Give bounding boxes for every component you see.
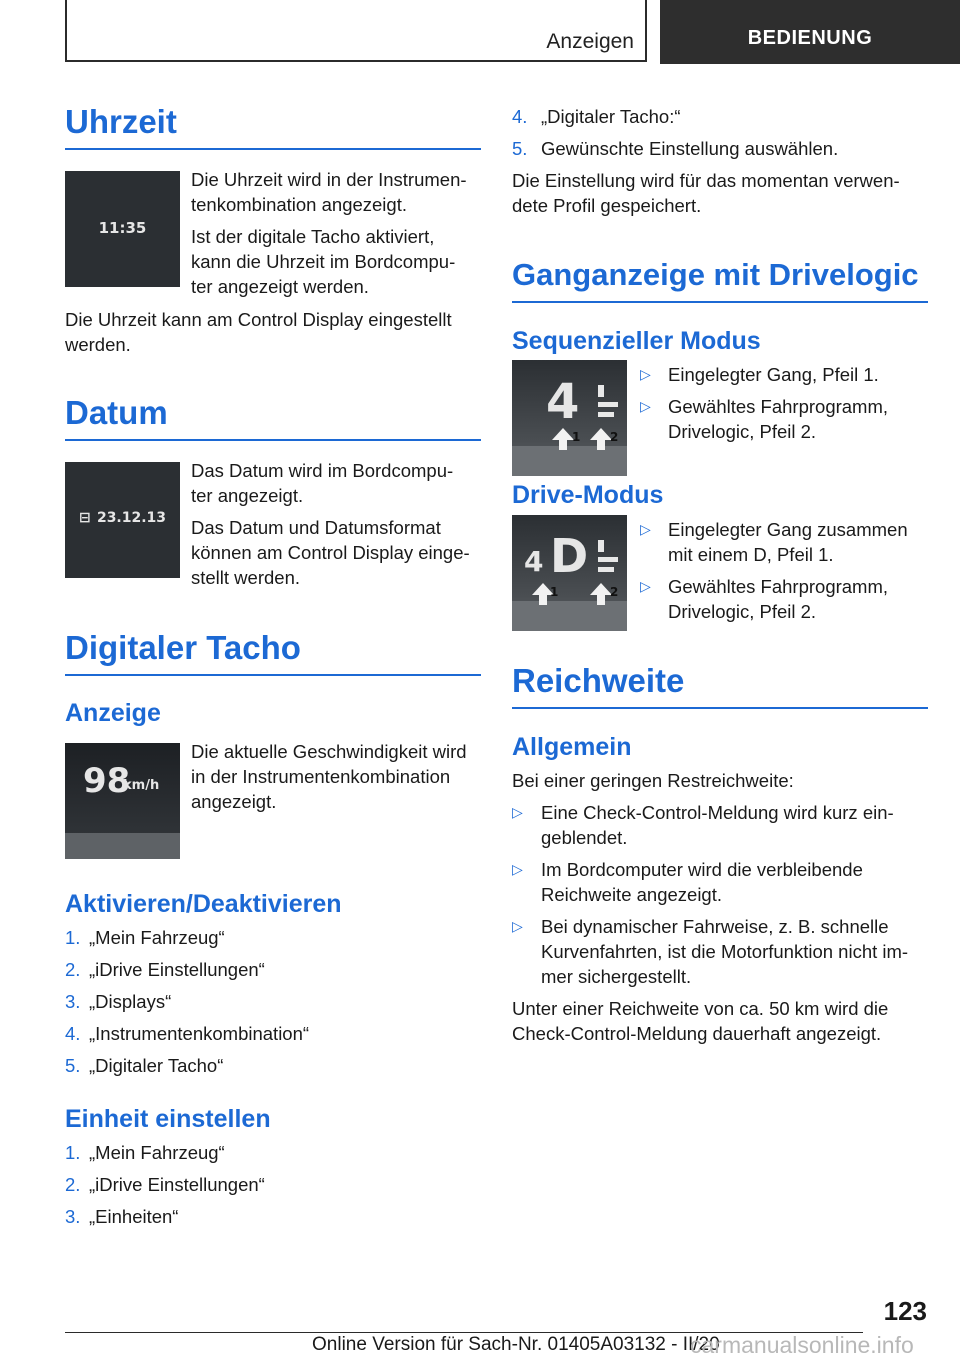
date-display-image <box>65 462 180 578</box>
speed-value: 98 <box>83 761 131 801</box>
drive-gear-number: 4 <box>524 545 544 578</box>
step-text: „Instrumentenkombination“ <box>89 1023 310 1044</box>
step-text: „Mein Fahrzeug“ <box>89 1142 225 1163</box>
step-number: 4. <box>65 1023 81 1044</box>
header-section-label: Anzeigen <box>546 30 634 53</box>
step-text: „iDrive Einstellungen“ <box>89 1174 265 1195</box>
heading-einheit: Einheit einstellen <box>65 1105 271 1133</box>
step-number: 5. <box>512 138 528 159</box>
uhrzeit-paragraph-3: Die Uhrzeit kann am Control Display eingestellt werden. <box>65 309 452 355</box>
page-number: 123 <box>883 1296 927 1326</box>
header-chapter-tab: BEDIENUNG <box>660 0 960 64</box>
date-label: 23.12.13 <box>96 510 167 526</box>
speed-display-image <box>65 743 180 859</box>
datum-paragraph-1: Das Datum wird im Bordcompu- ter angezeigt. <box>191 460 454 506</box>
arrow-up-icon <box>552 428 574 440</box>
arrow-up-icon <box>590 583 612 595</box>
drivelogic-bar-icon <box>598 385 604 397</box>
speed-unit: km/h <box>123 778 160 793</box>
page-header <box>0 0 960 66</box>
bullet-triangle-icon: ▷ <box>512 861 523 877</box>
step-text: „Digitaler Tacho:“ <box>541 106 681 127</box>
arrow-up-icon-stem <box>559 440 567 450</box>
drivelogic-bar-icon <box>598 540 604 552</box>
arrow-up-icon-stem <box>539 595 547 605</box>
bullet-text: Bei dynamischer Fahrweise, z. B. schnelle Kurvenfahrten, ist die Motorfunktion nicht im- mer sichergestellt. <box>541 916 909 987</box>
step-number: 1. <box>65 1142 81 1163</box>
heading-sequenziell: Sequenzieller Modus <box>512 327 761 355</box>
heading-digitaler-tacho: Digitaler Tacho <box>65 628 481 676</box>
step-text: „Einheiten“ <box>89 1206 179 1227</box>
drivelogic-bar-icon <box>598 567 614 572</box>
step-text: „Digitaler Tacho“ <box>89 1055 224 1076</box>
calendar-icon: ⊟ <box>79 510 91 526</box>
bullet-triangle-icon: ▷ <box>640 521 651 537</box>
bullet-text: Gewähltes Fahrprogramm, Drivelogic, Pfeil 2. <box>668 396 889 442</box>
uhrzeit-paragraph-2: Ist der digitale Tacho aktiviert, kann die Uhrzeit im Bordcompu- ter angezeigt werden. <box>191 226 456 297</box>
bullet-triangle-icon: ▷ <box>512 804 523 820</box>
step-text: „Mein Fahrzeug“ <box>89 927 225 948</box>
gear-image-band <box>512 446 627 476</box>
arrow-number-1: 1 <box>572 430 581 444</box>
continued-paragraph: Die Einstellung wird für das momentan verwen- dete Profil gespeichert. <box>512 170 900 216</box>
heading-ganganzeige: Ganganzeige mit Drivelogic <box>512 255 928 303</box>
reichweite-closing: Unter einer Reichweite von ca. 50 km wird die Check-Control-Meldung dauerhaft angezeigt. <box>512 998 889 1044</box>
bullet-text: Eine Check-Control-Meldung wird kurz ein- geblendet. <box>541 802 894 848</box>
arrow-number-2: 2 <box>610 430 619 444</box>
drive-mode-gear-image <box>512 515 627 631</box>
drive-mode-letter: D <box>550 529 589 583</box>
heading-datum: Datum <box>65 393 481 441</box>
clock-display-image <box>65 171 180 287</box>
drivelogic-bar-icon <box>598 402 618 407</box>
step-text: Gewünschte Einstellung auswählen. <box>541 138 839 159</box>
step-number: 1. <box>65 927 81 948</box>
step-number: 3. <box>65 1206 81 1227</box>
bullet-triangle-icon: ▷ <box>640 398 651 414</box>
bullet-text: Eingelegter Gang, Pfeil 1. <box>668 364 879 385</box>
footer-online-version: Online Version für Sach-Nr. 01405A03132 - II/20 <box>312 1334 720 1355</box>
sequential-gear-number: 4 <box>546 374 580 430</box>
clock-time-label: 11:35 <box>98 219 147 237</box>
bullet-triangle-icon: ▷ <box>640 366 651 382</box>
bullet-triangle-icon: ▷ <box>512 918 523 934</box>
arrow-number-2: 2 <box>610 585 619 599</box>
step-number: 2. <box>65 1174 81 1195</box>
bullet-triangle-icon: ▷ <box>640 578 651 594</box>
heading-drive-modus: Drive-Modus <box>512 481 664 509</box>
step-text: „iDrive Einstellungen“ <box>89 959 265 980</box>
bullet-text: Gewähltes Fahrprogramm, Drivelogic, Pfeil 2. <box>668 576 889 622</box>
step-text: „Displays“ <box>89 991 172 1012</box>
heading-anzeige: Anzeige <box>65 699 161 727</box>
arrow-up-icon <box>590 428 612 440</box>
arrow-number-1: 1 <box>550 585 559 599</box>
drivelogic-bar-icon <box>598 557 618 562</box>
bullet-text: Im Bordcomputer wird die verbleibende Reichweite angezeigt. <box>541 859 863 905</box>
drivelogic-bar-icon <box>598 412 614 417</box>
speed-image-band <box>65 833 180 859</box>
watermark: carmanualsonline.info <box>690 1332 914 1358</box>
heading-reichweite: Reichweite <box>512 661 928 709</box>
heading-uhrzeit: Uhrzeit <box>65 102 481 150</box>
reichweite-intro: Bei einer geringen Restreichweite: <box>512 770 794 791</box>
step-number: 2. <box>65 959 81 980</box>
anzeige-paragraph: Die aktuelle Geschwindigkeit wird in der Instrumentenkombination angezeigt. <box>191 741 467 812</box>
bullet-text: Eingelegter Gang zusammen mit einem D, Pfeil 1. <box>668 519 908 565</box>
uhrzeit-paragraph-1: Die Uhrzeit wird in der Instrumen- tenkombination angezeigt. <box>191 169 467 215</box>
arrow-up-icon-stem <box>597 440 605 450</box>
step-number: 5. <box>65 1055 81 1076</box>
step-number: 4. <box>512 106 528 127</box>
heading-allgemein: Allgemein <box>512 733 632 761</box>
heading-aktivieren: Aktivieren/Deaktivieren <box>65 890 342 918</box>
step-number: 3. <box>65 991 81 1012</box>
sequential-gear-image <box>512 360 627 476</box>
arrow-up-icon-stem <box>597 595 605 605</box>
datum-paragraph-2: Das Datum und Datumsformat können am Control Display einge- stellt werden. <box>191 517 470 588</box>
gear-image-band <box>512 601 627 631</box>
